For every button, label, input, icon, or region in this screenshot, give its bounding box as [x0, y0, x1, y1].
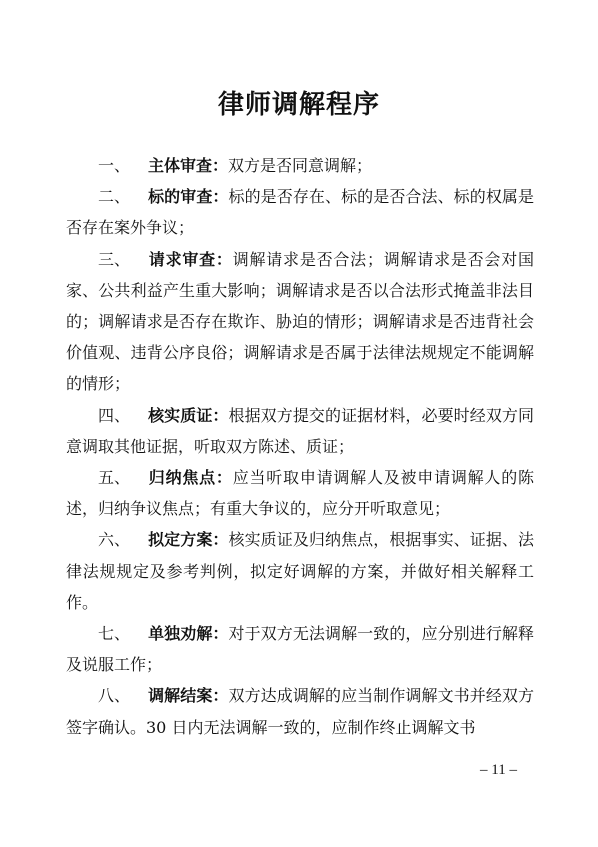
item-text: 标的是否存在、标的是否合法、标的权属是否存在案外争议； [66, 187, 534, 238]
item-heading: 拟定方案： [148, 530, 229, 550]
item-text: 核实质证及归纳焦点，根据事实、证据、法律法规规定及参考判例，拟定好调解的方案，并做好相关解释工作。 [66, 530, 534, 612]
item-heading: 调解结案： [148, 686, 229, 706]
item-text: 根据双方提交的证据材料，必要时经双方同意调取其他证据，听取双方陈述、质证； [66, 405, 534, 456]
item-heading: 单独劝解： [148, 624, 229, 644]
item-text: 调解请求是否合法；调解请求是否会对国家、公共利益产生重大影响；调解请求是否以合法形式掩盖非法目的；调解请求是否存在欺诈、胁迫的情形；调解请求是否违背社会价值观、违背公序良俗；调解请求是否属于法律法规规定不能调解的情形； [66, 249, 534, 394]
item-number: 五、 [98, 468, 131, 488]
list-item [66, 524, 534, 618]
document-title: 律师调解程序 [217, 90, 380, 120]
page-number: – 11 – [480, 762, 517, 778]
item-number: 八、 [98, 686, 131, 706]
list-item [66, 150, 534, 181]
item-text: 双方是否同意调解； [228, 156, 373, 175]
item-text: 应当听取申请调解人及被申请调解人的陈述，归纳争议焦点；有重大争议的，应分开听取意见； [66, 468, 534, 519]
document-body [66, 150, 534, 743]
item-text: 双方达成调解的应当制作调解文书并经双方签字确认。30 日内无法调解一致的，应制作终止调解文书 [66, 686, 534, 737]
list-item [66, 618, 534, 680]
item-heading: 归纳焦点： [148, 468, 233, 488]
item-heading: 主体审查： [148, 156, 229, 175]
item-text: 对于双方无法调解一致的，应分别进行解释及说服工作； [66, 624, 534, 675]
item-number: 二、 [98, 187, 131, 207]
list-item [66, 680, 534, 742]
item-number: 七、 [98, 624, 131, 644]
item-number: 三、 [98, 249, 131, 269]
item-heading: 请求审查： [148, 249, 233, 269]
list-item [66, 181, 534, 243]
item-heading: 标的审查： [148, 187, 229, 207]
item-number: 四、 [98, 405, 131, 425]
item-number: 一、 [98, 156, 131, 175]
list-item [66, 400, 534, 462]
item-number: 六、 [98, 530, 131, 550]
list-item [66, 244, 534, 400]
list-item [66, 462, 534, 524]
item-heading: 核实质证： [148, 405, 229, 425]
